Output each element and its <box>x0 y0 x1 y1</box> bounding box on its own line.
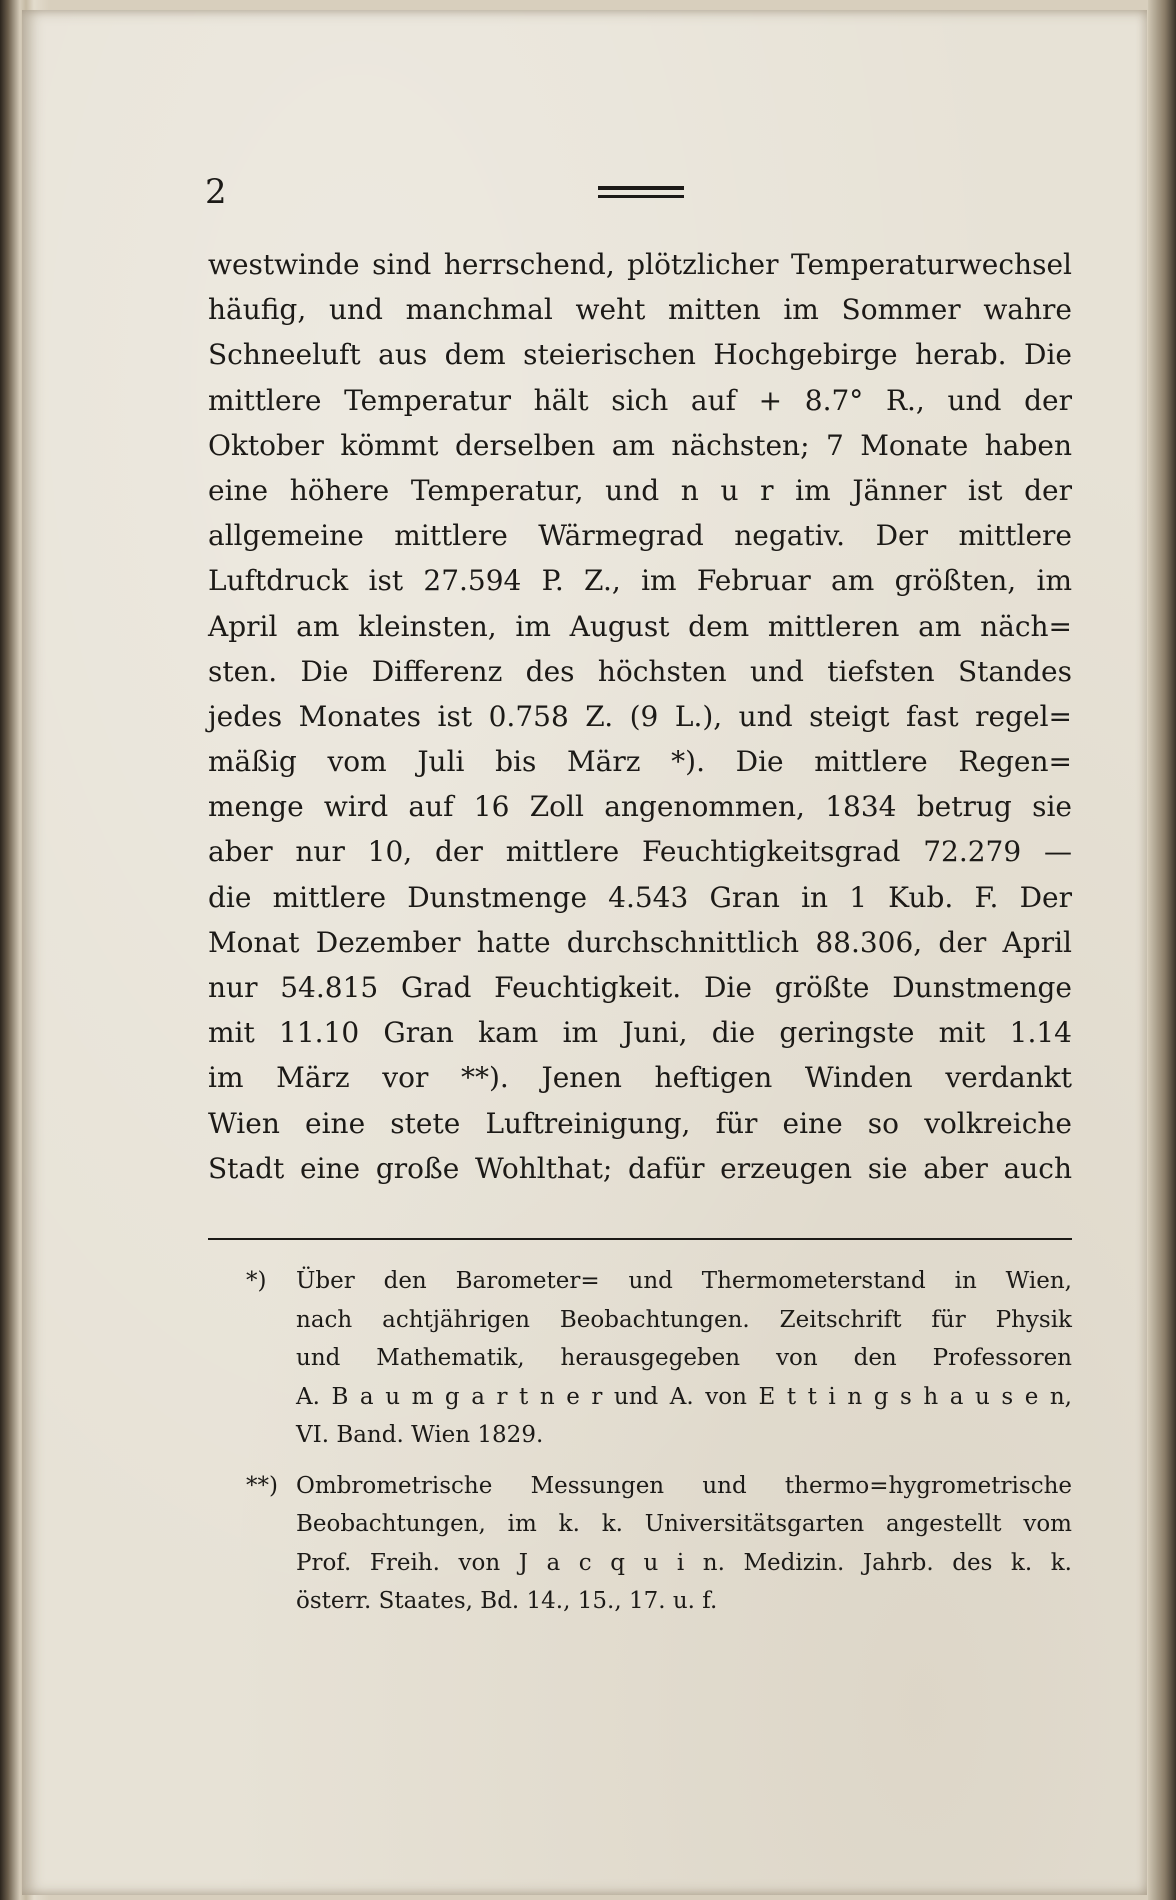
body-line: jedes Monates ist 0.758 Z. (9 L.), und steigt fast regel= <box>208 699 1072 733</box>
footnote-1 <box>208 1262 1072 1455</box>
footnote-line: VI. Band. Wien 1829. <box>296 1422 544 1448</box>
footnote-line: Beobachtungen, im k. k. Universitätsgarten angestellt vom <box>296 1511 1072 1537</box>
page-number: 2 <box>205 172 227 212</box>
body-line: eine höhere Temperatur, und n u r im Jänner ist der <box>208 473 1072 507</box>
body-line: aber nur 10, der mittlere Feuchtigkeitsgrad 72.279 — <box>208 835 1072 869</box>
footnote-separator <box>208 1238 1072 1240</box>
page-header <box>205 172 1071 212</box>
body-line: Schneeluft aus dem steierischen Hochgebirge herab. Die <box>208 338 1072 372</box>
footnote-line: A. B a u m g a r t n e r und A. von E t t i n g s h a u s e n, <box>296 1383 1072 1410</box>
body-text <box>208 242 1072 1191</box>
footnote-mark: *) <box>246 1268 267 1294</box>
header-ornament-rule <box>598 186 684 198</box>
page-edge <box>1148 0 1176 1900</box>
footnote-line: Ombrometrische Messungen und thermo=hygrometrische <box>296 1472 1072 1499</box>
body-line: Oktober kömmt derselben am nächsten; 7 Monate haben <box>208 428 1072 462</box>
body-line: mit 11.10 Gran kam im Juni, die geringste mit 1.14 <box>208 1016 1072 1050</box>
body-line: mäßig vom Juli bis März *). Die mittlere Regen= <box>208 745 1072 779</box>
footnote-line: Über den Barometer= und Thermometerstand in Wien, <box>296 1268 1072 1294</box>
body-line: sten. Die Differenz des höchsten und tiefsten Standes <box>208 654 1072 688</box>
footnote-line: Prof. Freih. von J a c q u i n. Medizin. Jahrb. des k. k. <box>296 1549 1072 1576</box>
footnote-line: und Mathematik, herausgegeben von den Professoren <box>296 1345 1072 1371</box>
body-line: mittlere Temperatur hält sich auf + 8.7° R., und der <box>208 383 1072 417</box>
body-line: die mittlere Dunstmenge 4.543 Gran in 1 Kub. F. Der <box>208 880 1072 914</box>
body-line: nur 54.815 Grad Feuchtigkeit. Die größte Dunstmenge <box>208 971 1072 1004</box>
body-line: Monat Dezember hatte durchschnittlich 88.306, der April <box>208 925 1072 959</box>
body-line: im März vor **). Jenen heftigen Winden verdankt <box>208 1061 1072 1095</box>
body-line: häufig, und manchmal weht mitten im Sommer wahre <box>208 293 1072 327</box>
body-line: Luftdruck ist 27.594 P. Z., im Februar am größten, im <box>208 564 1072 598</box>
body-line: Wien eine stete Luftreinigung, für eine so volkreiche <box>208 1106 1072 1140</box>
footnotes <box>208 1262 1072 1633</box>
footnote-line: nach achtjährigen Beobachtungen. Zeitschrift für Physik <box>296 1306 1072 1333</box>
body-line: allgemeine mittlere Wärmegrad negativ. Der mittlere <box>208 519 1072 553</box>
footnote-mark: **) <box>246 1472 278 1499</box>
body-line: April am kleinsten, im August dem mittleren am näch= <box>208 609 1072 643</box>
body-line: westwinde sind herrschend, plötzlicher Temperaturwechsel <box>208 248 1072 281</box>
body-line: Stadt eine große Wohlthat; dafür erzeugen sie aber auch <box>208 1151 1072 1185</box>
body-line: menge wird auf 16 Zoll angenommen, 1834 betrug sie <box>208 790 1072 824</box>
footnote-line: österr. Staates, Bd. 14., 15., 17. u. f. <box>296 1588 718 1614</box>
footnote-2 <box>208 1467 1072 1621</box>
